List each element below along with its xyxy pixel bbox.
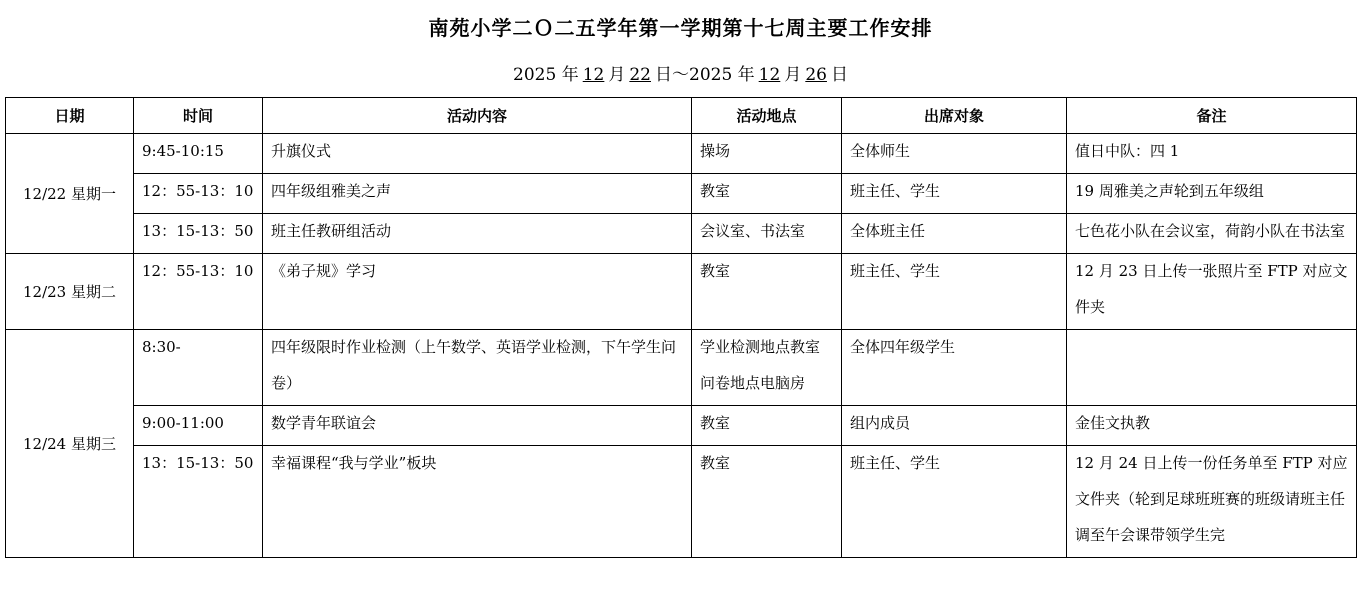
start-day: 22 bbox=[629, 65, 651, 85]
time-cell: 12：55-13：10 bbox=[134, 254, 263, 330]
schedule-table bbox=[5, 97, 1357, 558]
table-row bbox=[6, 406, 1357, 446]
header-notes: 备注 bbox=[1067, 98, 1357, 134]
time-cell: 13：15-13：50 bbox=[134, 446, 263, 558]
location-cell: 教室 bbox=[692, 406, 842, 446]
attendees-cell: 全体四年级学生 bbox=[842, 330, 1067, 406]
time-cell: 12：55-13：10 bbox=[134, 174, 263, 214]
notes-cell: 12 月 24 日上传一份任务单至 FTP 对应文件夹（轮到足球班班赛的班级请班主任调至午会课带领学生完 bbox=[1067, 446, 1357, 558]
time-cell: 13：15-13：50 bbox=[134, 214, 263, 254]
location-cell: 操场 bbox=[692, 134, 842, 174]
day-label: 日 bbox=[830, 65, 848, 85]
start-year: 2025 年 bbox=[513, 65, 579, 85]
end-month: 12 bbox=[758, 65, 781, 85]
table-row bbox=[6, 134, 1357, 174]
attendees-cell: 班主任、学生 bbox=[842, 446, 1067, 558]
header-time: 时间 bbox=[134, 98, 263, 134]
attendees-cell: 班主任、学生 bbox=[842, 254, 1067, 330]
notes-cell: 值日中队：四 1 bbox=[1067, 134, 1357, 174]
header-date: 日期 bbox=[6, 98, 134, 134]
notes-cell bbox=[1067, 330, 1357, 406]
attendees-cell: 全体师生 bbox=[842, 134, 1067, 174]
date-cell: 12/22 星期一 bbox=[6, 134, 134, 254]
month-label: 月 bbox=[784, 65, 802, 85]
location-cell: 教室 bbox=[692, 446, 842, 558]
notes-cell: 金佳文执教 bbox=[1067, 406, 1357, 446]
table-row bbox=[6, 446, 1357, 558]
content-cell: 升旗仪式 bbox=[263, 134, 692, 174]
header-attendees: 出席对象 bbox=[842, 98, 1067, 134]
content-cell: 《弟子规》学习 bbox=[263, 254, 692, 330]
header-row bbox=[6, 98, 1357, 134]
content-cell: 四年级组雅美之声 bbox=[263, 174, 692, 214]
content-cell: 班主任教研组活动 bbox=[263, 214, 692, 254]
date-cell: 12/23 星期二 bbox=[6, 254, 134, 330]
time-cell: 9:00-11:00 bbox=[134, 406, 263, 446]
header-location: 活动地点 bbox=[692, 98, 842, 134]
content-cell: 幸福课程“我与学业”板块 bbox=[263, 446, 692, 558]
notes-cell: 12 月 23 日上传一张照片至 FTP 对应文件夹 bbox=[1067, 254, 1357, 330]
table-row bbox=[6, 254, 1357, 330]
day-label: 日～2025 年 bbox=[655, 65, 755, 85]
time-cell: 8:30- bbox=[134, 330, 263, 406]
table-row bbox=[6, 330, 1357, 406]
end-day: 26 bbox=[805, 65, 827, 85]
header-content: 活动内容 bbox=[263, 98, 692, 134]
date-cell: 12/24 星期三 bbox=[6, 330, 134, 558]
location-cell: 教室 bbox=[692, 174, 842, 214]
notes-cell: 19 周雅美之声轮到五年级组 bbox=[1067, 174, 1357, 214]
date-range bbox=[0, 60, 1361, 85]
attendees-cell: 班主任、学生 bbox=[842, 174, 1067, 214]
location-cell: 会议室、书法室 bbox=[692, 214, 842, 254]
table-row bbox=[6, 174, 1357, 214]
location-cell: 学业检测地点教室 问卷地点电脑房 bbox=[692, 330, 842, 406]
location-cell: 教室 bbox=[692, 254, 842, 330]
month-label: 月 bbox=[608, 65, 626, 85]
attendees-cell: 全体班主任 bbox=[842, 214, 1067, 254]
notes-cell: 七色花小队在会议室，荷韵小队在书法室 bbox=[1067, 214, 1357, 254]
attendees-cell: 组内成员 bbox=[842, 406, 1067, 446]
table-row bbox=[6, 214, 1357, 254]
content-cell: 数学青年联谊会 bbox=[263, 406, 692, 446]
content-cell: 四年级限时作业检测（上午数学、英语学业检测，下午学生问卷） bbox=[263, 330, 692, 406]
time-cell: 9:45-10:15 bbox=[134, 134, 263, 174]
start-month: 12 bbox=[582, 65, 605, 85]
page-title: 南苑小学二Ｏ二五学年第一学期第十七周主要工作安排 bbox=[428, 16, 933, 40]
